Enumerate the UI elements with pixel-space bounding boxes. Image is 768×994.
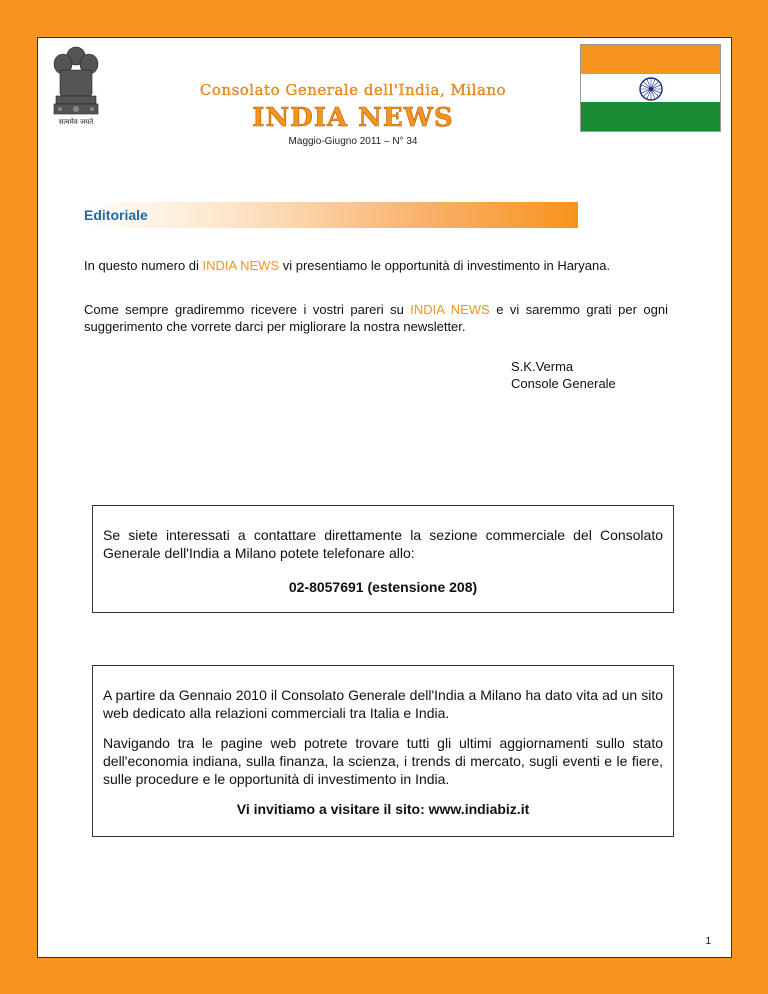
ashoka-chakra-icon (637, 75, 665, 103)
website-paragraph-2: Navigando tra le pagine web potrete trovare tutti gli ultimi aggiornamenti sullo stato dell'economia indiana, sulla finanza, la scienza, i trends di mercato, sugli eventi e le fiere, sulle procedure e le opportunità di investimento in India. (103, 735, 663, 787)
website-paragraph-1: A partire da Gennaio 2010 il Consolato Generale dell'India a Milano ha dato vita ad un sito web dedicato alla relazioni commerciali tra Italia e India. (103, 687, 663, 721)
website-box (92, 665, 674, 837)
contact-phone: 02-8057691 (estensione 208) (288, 579, 478, 595)
masthead (138, 80, 568, 147)
newsletter-page (37, 37, 732, 958)
editorial-paragraph-1: In questo numero di INDIA NEWS vi presentiamo le opportunità di investimento in Haryana. (84, 258, 611, 273)
india-news-highlight: INDIA NEWS (410, 302, 490, 317)
state-emblem (48, 44, 104, 132)
page-number: 1 (705, 936, 711, 947)
emblem-motto: सत्यमेव जयते (58, 118, 94, 126)
india-flag (580, 44, 721, 132)
contact-text: Se siete interessati a contattare direttamente la sezione commerciale del Consolato Generale dell'India a Milano potete telefonare allo: (103, 527, 663, 561)
india-news-highlight: INDIA NEWS (202, 258, 280, 273)
signer-name: S.K.Verma (511, 359, 574, 374)
contact-box (92, 505, 674, 613)
issue-info: Maggio-Giugno 2011 – N° 34 (288, 136, 418, 147)
consulate-name: Consolato Generale dell'India, Milano (199, 81, 507, 99)
signer-title: Console Generale (511, 376, 616, 391)
emblem-icon (48, 44, 104, 118)
editorial-heading: Editoriale (84, 207, 148, 223)
editorial-paragraph-2: Come sempre gradiremmo ricevere i vostri pareri su INDIA NEWS e vi saremmo grati per ogni suggerimento che vorrete darci per migliorare la nostra newsletter. (84, 302, 669, 334)
editorial-heading-bar (84, 202, 578, 228)
website-cta: Vi invitiamo a visitare il sito: www.indiabiz.it (236, 801, 530, 817)
newsletter-title: INDIA NEWS (252, 103, 454, 133)
signature-block (511, 358, 616, 392)
